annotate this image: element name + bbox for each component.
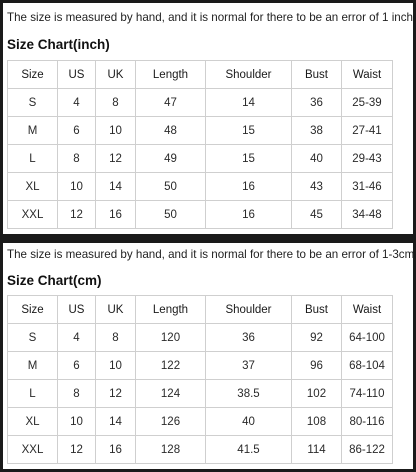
cell-bust: 36: [292, 89, 342, 117]
table-row: [8, 201, 393, 229]
cell-size: L: [8, 145, 58, 173]
cell-length: 122: [136, 352, 206, 380]
cell-bust: 38: [292, 117, 342, 145]
cell-size: S: [8, 89, 58, 117]
cell-waist: 74-110: [342, 380, 393, 408]
cell-us: 4: [58, 324, 96, 352]
cell-uk: 10: [96, 352, 136, 380]
cm-size-table: [7, 295, 393, 464]
cell-length: 48: [136, 117, 206, 145]
cell-size: S: [8, 324, 58, 352]
cell-uk: 10: [96, 117, 136, 145]
cell-length: 126: [136, 408, 206, 436]
header-length: Length: [136, 61, 206, 89]
cell-shoulder: 38.5: [206, 380, 292, 408]
cell-uk: 8: [96, 89, 136, 117]
cell-length: 120: [136, 324, 206, 352]
cell-uk: 12: [96, 380, 136, 408]
cell-us: 12: [58, 436, 96, 464]
cell-uk: 12: [96, 145, 136, 173]
cell-shoulder: 40: [206, 408, 292, 436]
cell-waist: 68-104: [342, 352, 393, 380]
cell-bust: 102: [292, 380, 342, 408]
inch-header-row: [8, 61, 393, 89]
cell-length: 47: [136, 89, 206, 117]
cm-chart-title: Size Chart(cm): [7, 273, 102, 288]
cell-us: 12: [58, 201, 96, 229]
header-us: US: [58, 296, 96, 324]
cell-shoulder: 16: [206, 173, 292, 201]
table-row: [8, 117, 393, 145]
cell-uk: 16: [96, 436, 136, 464]
cm-size-chart-panel: [3, 243, 413, 469]
cell-bust: 40: [292, 145, 342, 173]
cell-bust: 108: [292, 408, 342, 436]
table-row: [8, 380, 393, 408]
cell-us: 10: [58, 408, 96, 436]
cell-waist: 64-100: [342, 324, 393, 352]
cell-us: 6: [58, 352, 96, 380]
cell-length: 124: [136, 380, 206, 408]
table-row: [8, 352, 393, 380]
cell-us: 10: [58, 173, 96, 201]
header-length: Length: [136, 296, 206, 324]
cell-size: XXL: [8, 201, 58, 229]
header-waist: Waist: [342, 296, 393, 324]
inch-size-table: [7, 60, 393, 229]
header-uk: UK: [96, 61, 136, 89]
cell-waist: 34-48: [342, 201, 393, 229]
cell-bust: 92: [292, 324, 342, 352]
cell-length: 49: [136, 145, 206, 173]
cell-shoulder: 15: [206, 145, 292, 173]
cell-shoulder: 15: [206, 117, 292, 145]
inch-size-chart-panel: [3, 3, 413, 234]
cell-size: M: [8, 352, 58, 380]
cell-size: XXL: [8, 436, 58, 464]
cm-measurement-note: The size is measured by hand, and it is normal for there to be an error of 1-3cm: [7, 248, 415, 261]
cell-length: 128: [136, 436, 206, 464]
table-row: [8, 89, 393, 117]
cell-uk: 14: [96, 408, 136, 436]
cell-size: XL: [8, 408, 58, 436]
cell-bust: 45: [292, 201, 342, 229]
cell-uk: 16: [96, 201, 136, 229]
table-row: [8, 173, 393, 201]
cell-waist: 86-122: [342, 436, 393, 464]
cell-waist: 27-41: [342, 117, 393, 145]
cell-bust: 96: [292, 352, 342, 380]
cell-size: L: [8, 380, 58, 408]
header-size: Size: [8, 61, 58, 89]
cell-waist: 31-46: [342, 173, 393, 201]
inch-chart-title: Size Chart(inch): [7, 37, 110, 52]
cell-shoulder: 37: [206, 352, 292, 380]
cell-uk: 8: [96, 324, 136, 352]
cell-size: XL: [8, 173, 58, 201]
table-row: [8, 436, 393, 464]
cell-us: 4: [58, 89, 96, 117]
header-waist: Waist: [342, 61, 393, 89]
cell-shoulder: 41.5: [206, 436, 292, 464]
cell-shoulder: 14: [206, 89, 292, 117]
header-size: Size: [8, 296, 58, 324]
cell-shoulder: 36: [206, 324, 292, 352]
inch-measurement-note: The size is measured by hand, and it is normal for there to be an error of 1 inch: [7, 11, 413, 24]
cell-length: 50: [136, 173, 206, 201]
cell-shoulder: 16: [206, 201, 292, 229]
header-us: US: [58, 61, 96, 89]
cell-us: 6: [58, 117, 96, 145]
header-uk: UK: [96, 296, 136, 324]
table-row: [8, 324, 393, 352]
cell-uk: 14: [96, 173, 136, 201]
cell-waist: 29-43: [342, 145, 393, 173]
header-shoulder: Shoulder: [206, 296, 292, 324]
header-bust: Bust: [292, 296, 342, 324]
cell-waist: 80-116: [342, 408, 393, 436]
cell-bust: 43: [292, 173, 342, 201]
cell-us: 8: [58, 145, 96, 173]
cell-bust: 114: [292, 436, 342, 464]
cell-us: 8: [58, 380, 96, 408]
cell-waist: 25-39: [342, 89, 393, 117]
cell-size: M: [8, 117, 58, 145]
table-row: [8, 408, 393, 436]
cell-length: 50: [136, 201, 206, 229]
header-bust: Bust: [292, 61, 342, 89]
header-shoulder: Shoulder: [206, 61, 292, 89]
cm-header-row: [8, 296, 393, 324]
table-row: [8, 145, 393, 173]
